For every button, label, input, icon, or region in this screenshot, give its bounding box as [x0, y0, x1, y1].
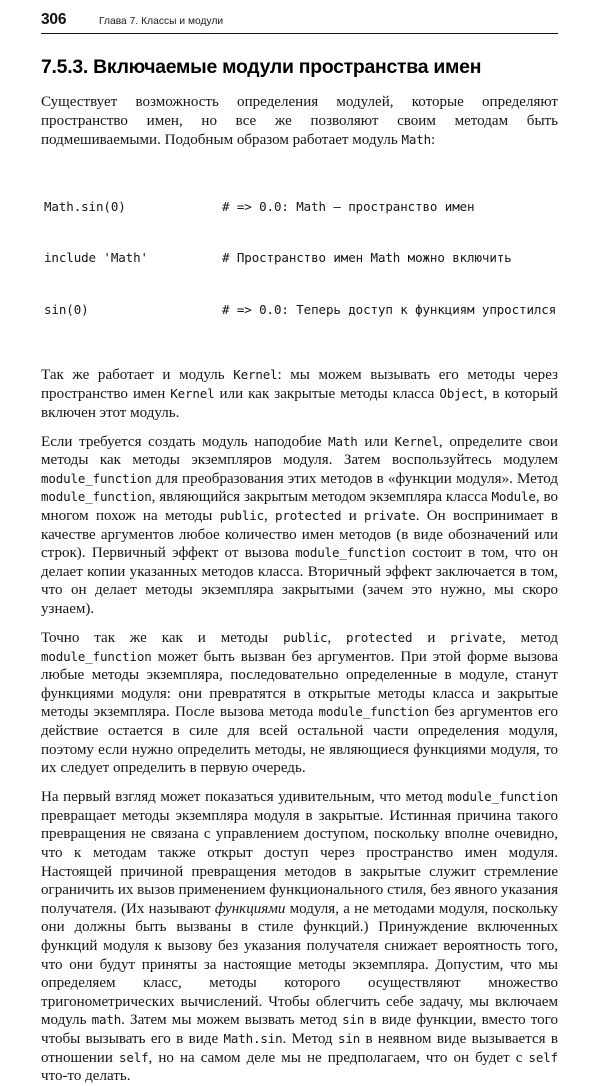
code-line	[44, 249, 558, 266]
text-run: и	[412, 630, 451, 647]
code-source: Math.sin(0)	[44, 198, 126, 214]
inline-code: module_function	[41, 648, 152, 664]
text-run: или как закрытые методы класса	[214, 385, 440, 402]
inline-code: Kernel	[170, 385, 215, 401]
inline-code: module_function	[41, 489, 152, 505]
inline-code: module_function	[295, 545, 406, 561]
text-run: , определите свои методы как методы экземпляров модуля. Затем воспользуйтесь модулем	[41, 433, 558, 469]
inline-code: public	[283, 630, 328, 646]
text-run: Так же работает и модуль	[41, 367, 234, 384]
code-comment: # Пространство имен Math можно включить	[222, 250, 512, 266]
text-run: На первый взгляд может показаться удивительным, что метод	[41, 789, 448, 806]
text-run: или	[357, 433, 395, 450]
inline-code: protected	[275, 507, 342, 523]
paragraph-kernel	[41, 366, 558, 422]
inline-code: math	[91, 1012, 122, 1028]
emphasis-text: функциями	[214, 900, 286, 917]
text-run: , во многом похож на методы	[41, 489, 558, 524]
text-run: , метод	[501, 630, 558, 647]
text-run: . Затем мы можем вызвать метод	[121, 1012, 343, 1029]
text-run: , но на самом деле мы не предполагаем, что он будет с	[148, 1049, 529, 1066]
inline-code: private	[364, 507, 416, 523]
inline-code: module_function	[318, 704, 430, 720]
inline-code: Math.sin	[223, 1031, 283, 1047]
inline-code: self	[528, 1049, 558, 1065]
inline-code: private	[450, 630, 502, 646]
code-comment: # => 0.0: Math – пространство имен	[222, 198, 475, 214]
header-rule	[41, 33, 558, 34]
paragraph-module-function	[41, 433, 558, 619]
running-header	[41, 0, 558, 30]
text-run: ,	[263, 507, 276, 524]
inline-code: Object	[439, 385, 484, 401]
text-run: :	[431, 131, 436, 148]
text-run: в виде функции, вместо того чтобы вызывать его в виде	[41, 1012, 559, 1048]
paragraph-intro	[41, 93, 558, 149]
text-run: Если требуется создать модуль наподобие	[41, 433, 329, 450]
code-block	[44, 163, 558, 352]
code-source: include 'Math'	[44, 250, 148, 266]
code-line	[44, 198, 558, 215]
code-source: sin(0)	[44, 301, 89, 317]
text-run: . Метод	[282, 1031, 338, 1048]
inline-code: public	[219, 507, 264, 523]
paragraph-private-reason	[41, 788, 558, 1086]
text-run: состоит в том, что он делает копии указанных методов класса. Вторичный эффект заключается в том, что он делает методы экземпляра закрытыми (зачем это нужно, мы скоро узнаем).	[41, 545, 558, 617]
inline-code: Kernel	[394, 433, 439, 449]
inline-code: self	[118, 1049, 149, 1065]
page-number: 306	[41, 11, 67, 28]
section-heading: 7.5.3. Включаемые модули пространства имен	[41, 56, 482, 78]
inline-code: sin	[342, 1012, 365, 1028]
inline-code: module_function	[447, 789, 558, 805]
text-run: и	[341, 507, 365, 524]
text-run: Точно так же как и методы	[41, 630, 284, 647]
text-run: модуля, а не методами модуля, поскольку они должны быть вызваны в стиле функций.) Принуждение включенных функций модуля к вызову без указания получателя снижает вероятность того, что они будут приняты за настоящие методы экземпляра. Допустим, что мы определяем класс, методы которого осуществляют множество тригонометрических вычислений. Чтобы облегчить себе задачу, мы включаем модуль	[41, 900, 558, 1029]
inline-code: Module	[491, 489, 536, 505]
inline-code: Kernel	[233, 367, 278, 383]
text-run: для преобразования этих методов в «функции модуля». Метод	[151, 470, 558, 487]
text-run: превращает методы экземпляра модуля в закрытые. Истинная причина такого превращения не связана с управлением доступом, поскольку вполне очевидно, что к методам также открыт доступ через пространство имен модуля. Настоящей причиной превращения методов в закрытые служит стремление ограничить их вызов применением функционального стиля, без явного указания получателя. (Их называют	[41, 807, 558, 917]
chapter-title: Глава 7. Классы и модули	[99, 16, 224, 27]
paragraph-no-args	[41, 629, 558, 778]
inline-code: Math	[328, 433, 358, 449]
text-run: ,	[327, 630, 347, 647]
text-run: , в который включен этот модуль.	[41, 385, 558, 421]
text-run: : мы можем вызывать его методы через пространство имен	[41, 367, 558, 402]
text-run: . Он воспринимает в качестве аргументов любое количество имен методов (в виде обозначений или строк). Первичный эффект от вызова	[41, 507, 559, 562]
code-comment: # => 0.0: Теперь доступ к функциям упростился	[222, 301, 557, 317]
text-run: что-то делать.	[41, 1068, 131, 1085]
inline-code: sin	[337, 1031, 361, 1047]
code-line	[44, 301, 558, 318]
inline-code: protected	[346, 630, 413, 646]
text-run: Существует возможность определения модулей, которые определяют пространство имен, но все же позволяют своим методам быть подмешиваемыми. Подобным образом работает модуль	[41, 94, 558, 148]
text-run: , являющийся закрытым методом экземпляра класса	[151, 489, 492, 506]
inline-code: Math	[401, 131, 432, 147]
text-run: в неявном виде вызывается в отношении	[41, 1031, 558, 1066]
text-run: без аргументов его действие остается в силе для всей остальной части определения модуля, поэтому если нужно определить методы, не являющиеся функциями модуля, то их следует определить в первую очередь.	[41, 704, 558, 777]
text-run: может быть вызван без аргументов. При этой форме вызова любые методы экземпляра, последовательно определенные в модуле, станут функциями модуля: они превратятся в открытые методы класса и закрытые методы экземпляра. После вызова метода	[41, 648, 558, 721]
inline-code: module_function	[41, 470, 152, 486]
